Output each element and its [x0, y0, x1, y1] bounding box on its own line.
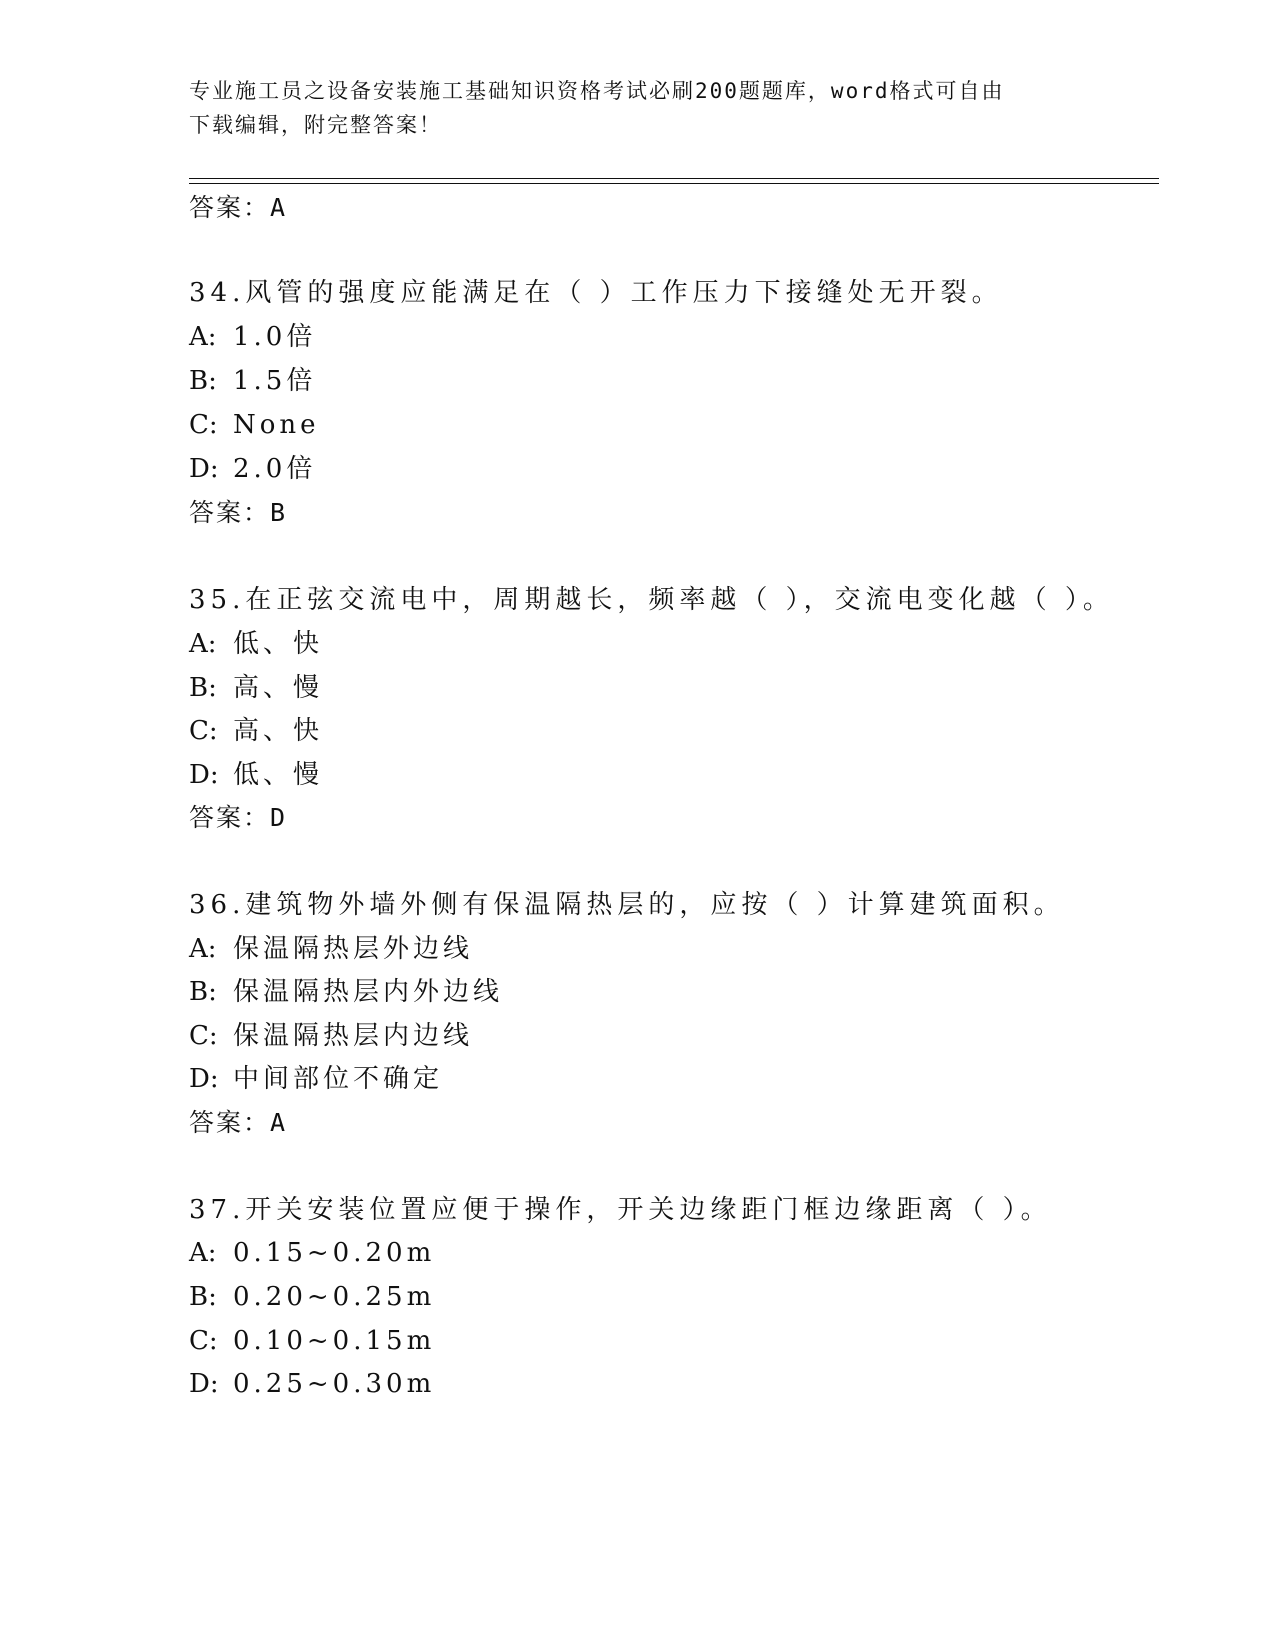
- option-letter: D:: [189, 1369, 219, 1399]
- question-34: 34.风管的强度应能满足在（ ）工作压力下接缝处无开裂。: [189, 278, 1003, 308]
- option-text: 保温隔热层外边线: [233, 934, 474, 964]
- option-text: 高、快: [233, 716, 324, 746]
- option-letter: C:: [189, 410, 218, 440]
- option-text: 低、慢: [233, 760, 324, 790]
- question-36-option-d: [189, 1062, 443, 1096]
- header-rule-top: [189, 178, 1159, 179]
- question-36-answer: 答案：A: [189, 1108, 288, 1137]
- option-text: 0.10~0.15m: [233, 1326, 436, 1356]
- option-letter: A:: [189, 322, 217, 352]
- question-35-option-c: [189, 714, 323, 748]
- previous-answer: 答案：A: [189, 193, 288, 222]
- question-34-option-b: [189, 364, 316, 398]
- option-letter: C:: [189, 1326, 218, 1356]
- option-letter: B:: [189, 1282, 217, 1312]
- question-37-option-c: [189, 1324, 435, 1358]
- question-36-option-a: [189, 932, 473, 966]
- option-letter: B:: [189, 977, 217, 1007]
- option-letter: D:: [189, 1064, 219, 1094]
- option-letter: C:: [189, 1021, 218, 1051]
- option-text: 1.0倍: [233, 322, 317, 352]
- option-text: 2.0倍: [233, 454, 317, 484]
- option-letter: B:: [189, 366, 217, 396]
- question-34-option-c: [189, 408, 320, 442]
- question-34-answer: 答案：B: [189, 498, 288, 527]
- option-letter: C:: [189, 716, 218, 746]
- question-37-option-b: [189, 1280, 435, 1314]
- option-text: 0.15~0.20m: [233, 1238, 436, 1268]
- option-text: 中间部位不确定: [233, 1064, 444, 1094]
- option-letter: B:: [189, 673, 217, 703]
- question-36-option-b: [189, 975, 503, 1009]
- option-text: 高、慢: [233, 673, 324, 703]
- header-line-1: 专业施工员之设备安装施工基础知识资格考试必刷200题题库，word格式可自由: [189, 79, 1005, 103]
- option-text: 低、快: [233, 629, 324, 659]
- option-letter: D:: [189, 760, 219, 790]
- question-35-option-b: [189, 671, 323, 705]
- option-text: 1.5倍: [233, 366, 317, 396]
- option-text: 保温隔热层内边线: [233, 1021, 474, 1051]
- question-35-option-a: [189, 627, 323, 661]
- question-36: 36.建筑物外墙外侧有保温隔热层的，应按（ ）计算建筑面积。: [189, 890, 1065, 920]
- question-34-option-d: [189, 452, 316, 486]
- header-line-2: 下载编辑，附完整答案！: [189, 113, 442, 137]
- option-text: 0.25~0.30m: [233, 1369, 436, 1399]
- question-36-option-c: [189, 1019, 473, 1053]
- question-35: 35.在正弦交流电中，周期越长，频率越（ ），交流电变化越（ ）。: [189, 585, 1114, 615]
- option-letter: A:: [189, 629, 217, 659]
- option-text: None: [233, 410, 320, 440]
- header-rule-bottom: [189, 183, 1159, 184]
- question-35-answer: 答案：D: [189, 803, 288, 832]
- question-37-option-d: [189, 1367, 435, 1401]
- option-letter: A:: [189, 934, 217, 964]
- option-text: 保温隔热层内外边线: [233, 977, 504, 1007]
- option-letter: A:: [189, 1238, 217, 1268]
- question-37-option-a: [189, 1236, 435, 1270]
- document-header: [189, 74, 1069, 142]
- option-text: 0.20~0.25m: [233, 1282, 436, 1312]
- option-letter: D:: [189, 454, 219, 484]
- question-35-option-d: [189, 758, 323, 792]
- question-34-option-a: [189, 320, 316, 354]
- question-37: 37.开关安装位置应便于操作，开关边缘距门框边缘距离（ ）。: [189, 1195, 1052, 1225]
